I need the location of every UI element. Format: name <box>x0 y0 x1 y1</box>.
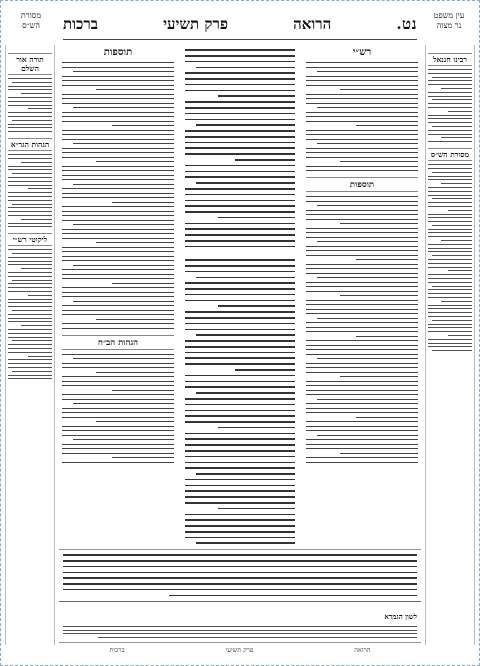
outer-left-section-2: הגהות הגר״א <box>8 138 52 151</box>
commentary-right-text <box>306 62 418 171</box>
outer-left-section-3: ליקוטי רש״י <box>8 233 52 246</box>
outer-right-section-2: מסורת הש״ס <box>428 148 472 161</box>
header-divider <box>63 39 417 40</box>
commentary-right-title: רש״י <box>352 47 372 58</box>
chapter-number: פרק תשיעי <box>163 14 228 33</box>
outer-left-section-1: תורה אור השלם <box>8 53 52 75</box>
outer-left-text-1 <box>8 78 52 132</box>
side-header-masoret <box>7 11 55 31</box>
side-header-ein-mishpat <box>425 11 473 31</box>
chapter-topic: הרואה <box>293 14 332 33</box>
gemara-text-middle <box>181 255 299 547</box>
page-header <box>63 9 417 39</box>
footnotes <box>59 601 421 639</box>
bottom-strip-item: ברכות <box>109 646 125 654</box>
outer-right-section-1: רבינו חננאל <box>428 53 472 66</box>
commentary-left-text-2 <box>62 354 174 463</box>
bottom-strip <box>59 642 421 657</box>
bottom-strip-item: הרואה <box>354 646 371 654</box>
outer-left-text-2 <box>8 154 52 227</box>
gemara-text-lower <box>59 549 421 597</box>
commentary-right-subtitle: תוספות <box>306 177 418 192</box>
commentary-column-left <box>59 45 177 541</box>
bottom-strip-item: פרק תשיעי <box>225 646 254 654</box>
commentary-left-subtitle: הגהות הב״ח <box>62 335 174 350</box>
outer-right-text-1 <box>428 69 472 142</box>
tractate-name: ברכות <box>63 14 98 33</box>
outer-right-text-2 <box>428 164 472 351</box>
outer-left-text-3 <box>8 249 52 379</box>
gemara-text-upper <box>181 45 299 251</box>
daf-number: נט. <box>396 14 417 33</box>
commentary-right-text-2 <box>306 196 418 463</box>
outer-column-left <box>5 45 55 645</box>
commentary-left-text <box>62 62 174 329</box>
side-header-left-text: מסורת הש״ס <box>20 11 42 30</box>
commentary-column-right <box>303 45 421 541</box>
commentary-left-title: תוספות <box>103 47 133 58</box>
footnotes-label: לשון הגמרא <box>384 612 417 621</box>
side-header-right-text: עין משפט נר מצוה <box>433 11 465 30</box>
outer-column-right <box>425 45 475 645</box>
